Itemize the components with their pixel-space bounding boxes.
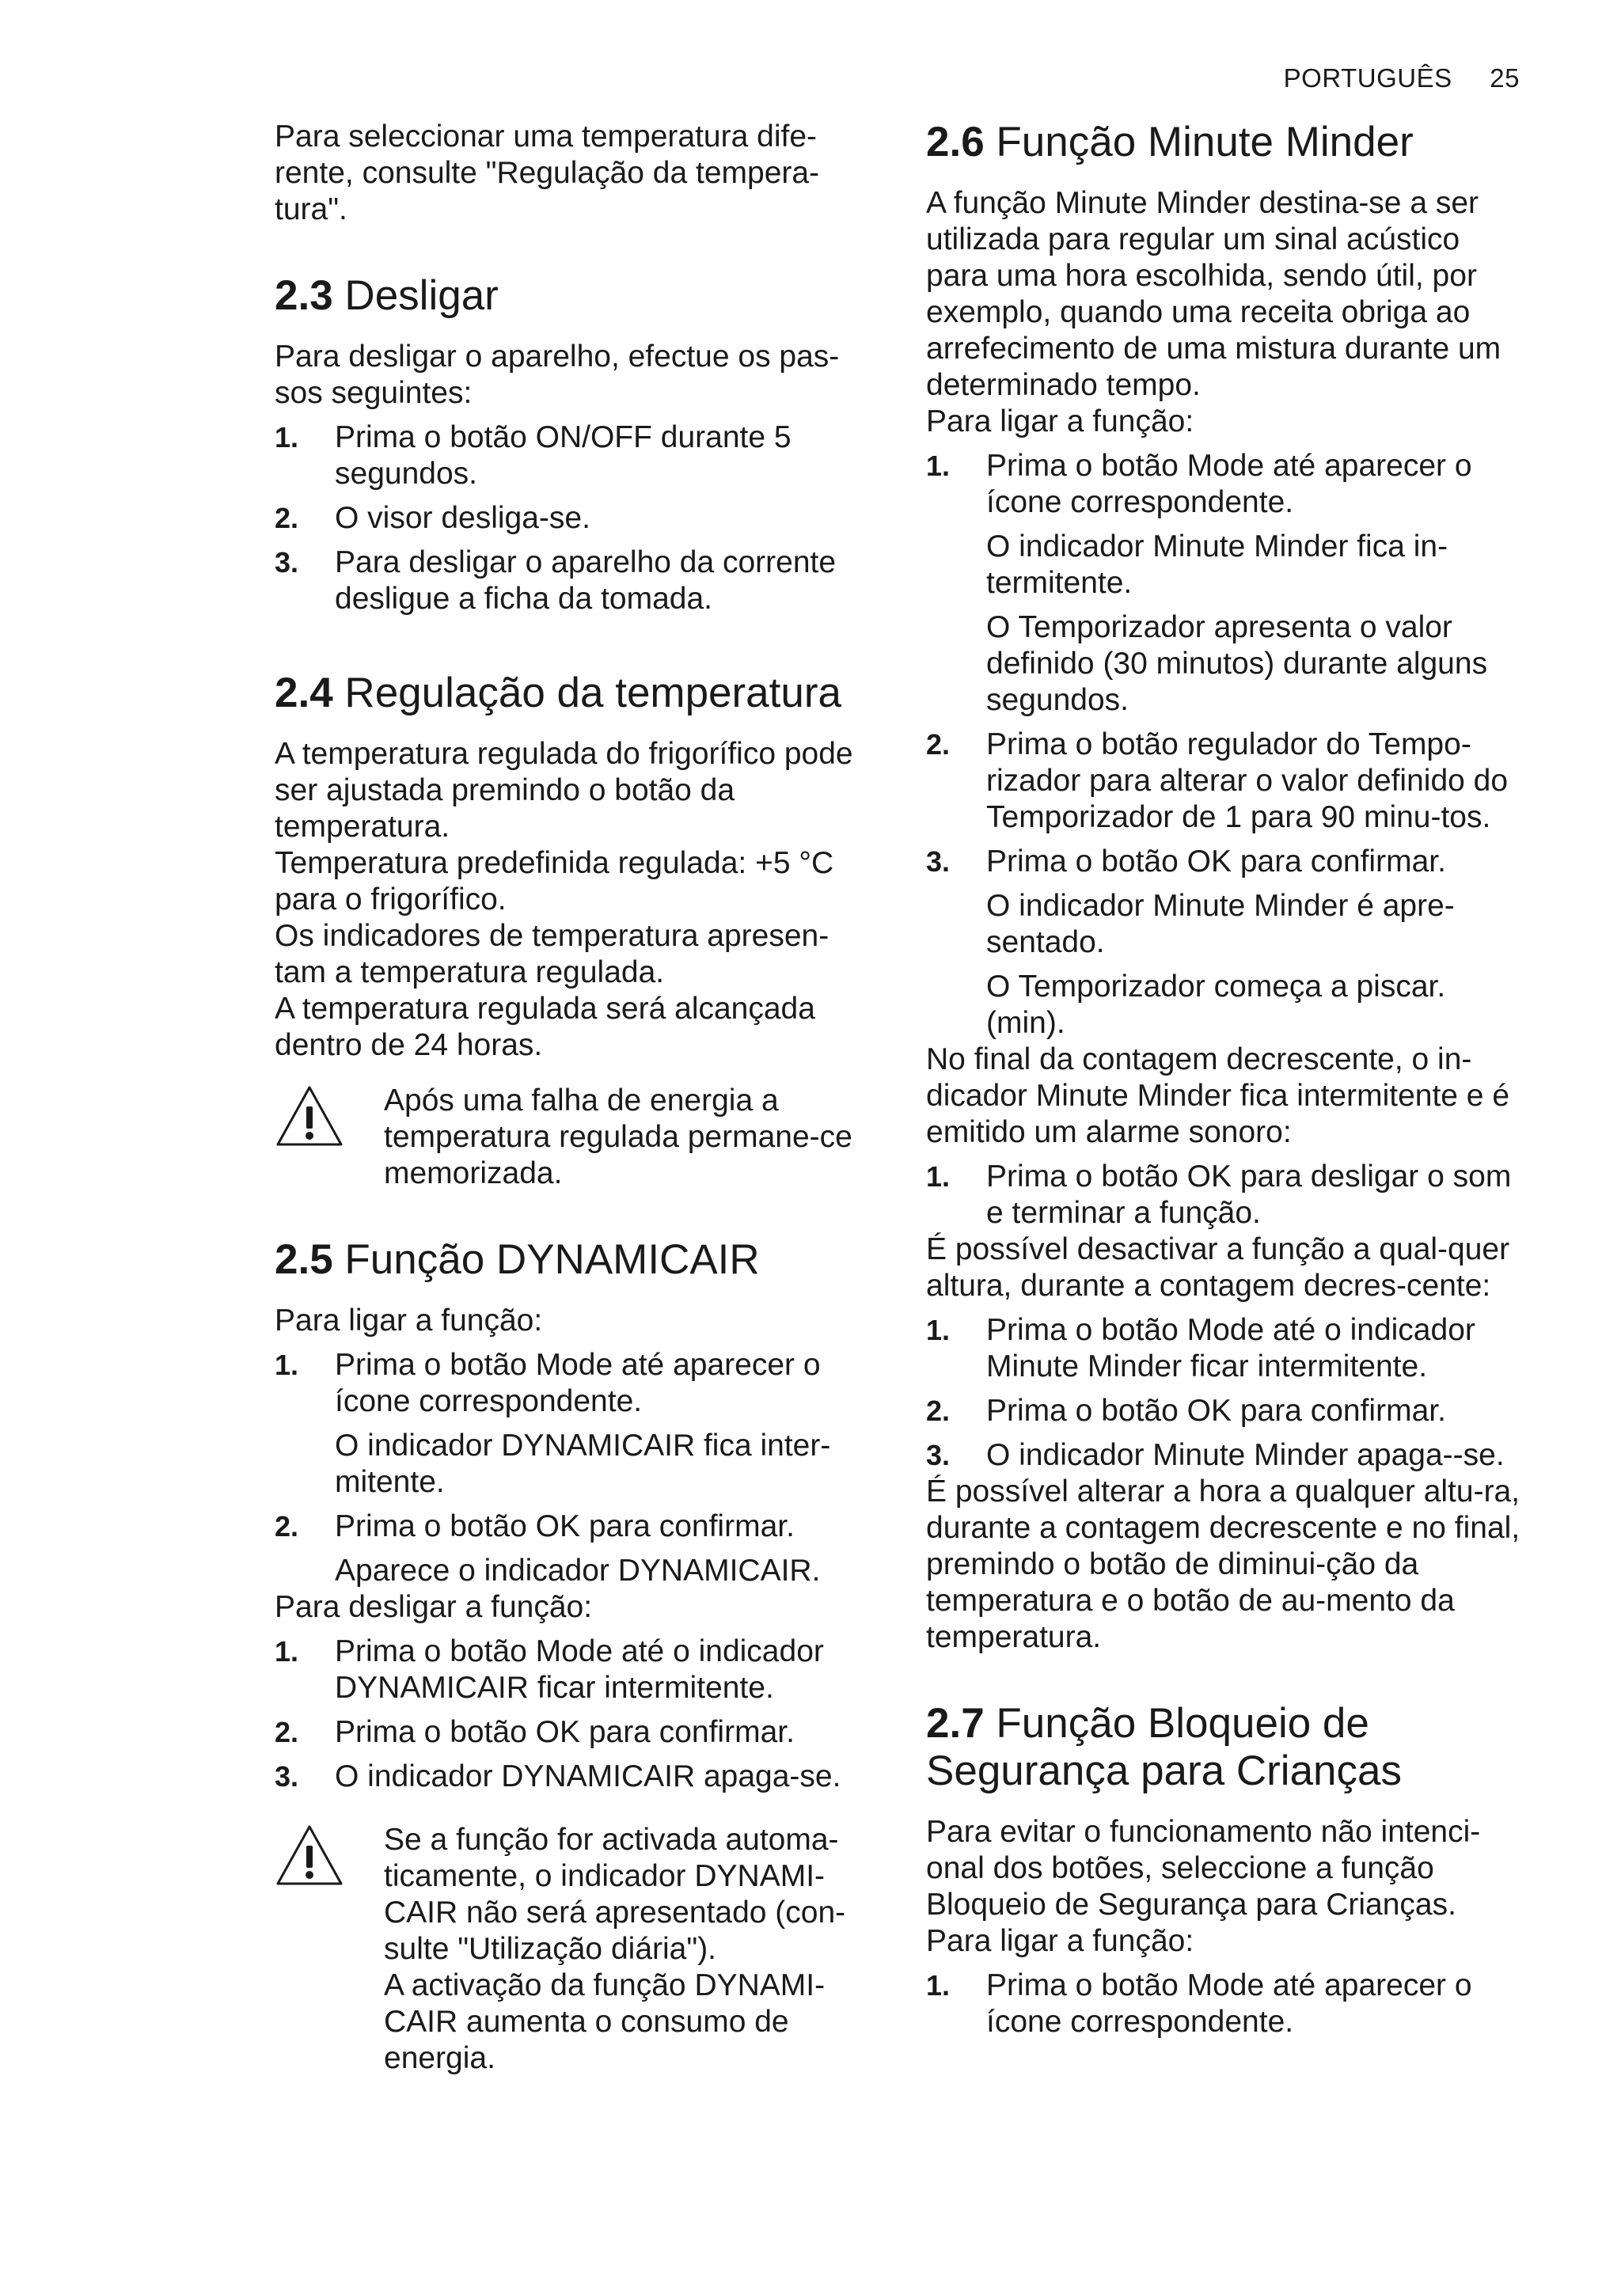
step-text: Prima o botão OK para confirmar. (335, 1509, 795, 1543)
step-number: 1. (275, 1635, 299, 1668)
page-header (1284, 63, 1520, 93)
step-number: 3. (926, 1439, 951, 1471)
step-text: Prima o botão Mode até o indicador Minute Minder ficar intermitente. (986, 1313, 1475, 1383)
step-number: 1. (926, 1969, 951, 2002)
list-item (275, 545, 876, 617)
step-number: 3. (275, 1760, 299, 1793)
step-text: O indicador Minute Minder apaga--se. (986, 1438, 1505, 1472)
list-item (926, 448, 1528, 521)
step-number: 2. (926, 728, 951, 761)
list-item (275, 419, 876, 492)
page-number: 25 (1490, 63, 1520, 93)
warning-note (275, 1083, 876, 1192)
step-text: Prima o botão Mode até aparecer o ícone correspondente. (335, 1348, 821, 1418)
step-text: Para desligar o aparelho da corrente desligue a ficha da tomada. (335, 545, 837, 616)
step-text: Prima o botão OK para confirmar. (986, 1394, 1446, 1428)
list-item (926, 844, 1528, 880)
step-text: O indicador DYNAMICAIR apaga-se. (335, 1759, 841, 1793)
step-number: 2. (926, 1395, 951, 1427)
list-item (926, 1393, 1528, 1429)
section-title: Função Bloqueio de (996, 1700, 1369, 1747)
step-text: Prima o botão Mode até aparecer o ícone correspondente. (986, 449, 1472, 519)
warning-note (275, 1822, 876, 2077)
steps-list (926, 448, 1528, 521)
paragraph: No final da contagem decrescente, o in-dicador Minute Minder fica intermitente e é emitido um alarme sonoro: (926, 1042, 1510, 1149)
step-number: 1. (926, 450, 951, 482)
steps-list (275, 419, 876, 617)
intro-paragraph: Para seleccionar uma temperatura dife-rente, consulte "Regulação da tempera-tura". (275, 120, 820, 226)
step-number: 1. (275, 1349, 299, 1381)
step-text: Prima o botão Mode até aparecer o ícone correspondente. (986, 1968, 1472, 2039)
section-title-line-2: Segurança para Crianças (926, 1748, 1403, 1794)
paragraph: A função Minute Minder destina-se a ser utilizada para regular um sinal acústico para uma hora escolhida, sendo útil, por exemplo, quando uma receita obriga ao arrefecimento de uma mistura durante um determinado tempo. (926, 186, 1501, 402)
list-item (275, 500, 876, 537)
list-item (275, 1714, 876, 1751)
section-number: 2.4 (275, 670, 333, 716)
section-title: Regulação da temperatura (344, 670, 841, 716)
steps-list (926, 1312, 1528, 1474)
list-item (275, 1759, 876, 1795)
step-detail: O indicador DYNAMICAIR fica inter-mitente. (335, 1429, 831, 1499)
steps-list (926, 1968, 1528, 2040)
left-column (275, 119, 876, 2077)
section-heading-2-4 (275, 670, 876, 717)
steps-list (275, 1509, 876, 1545)
step-number: 1. (275, 421, 299, 454)
section-intro: Para desligar o aparelho, efectue os pas-sos seguintes: (275, 340, 840, 410)
warning-text: Se a função for activada automa-ticamente, o indicador DYNAMI-CAIR não será apresentado (con-sulte "Utilização diária"). (384, 1823, 846, 1966)
warning-text: A activação da função DYNAMI-CAIR aumenta o consumo de energia. (384, 1968, 826, 2075)
list-item (926, 1968, 1528, 2040)
step-text: Prima o botão ON/OFF durante 5 segundos. (335, 420, 792, 491)
step-number: 3. (275, 546, 299, 579)
step-text: Prima o botão regulador do Tempo-rizador para alterar o valor definido do Temporizador de 1 para 90 minu-tos. (986, 727, 1509, 834)
paragraph: Temperatura predefinida regulada: +5 °C para o frigorífico. (275, 846, 834, 917)
step-detail: O Temporizador apresenta o valor definido (30 minutos) durante alguns segundos. (986, 610, 1488, 717)
step-text: Prima o botão Mode até o indicador DYNAMICAIR ficar intermitente. (335, 1634, 824, 1705)
step-detail: O Temporizador começa a piscar. (min). (986, 970, 1446, 1040)
section-heading-2-5 (275, 1236, 876, 1284)
step-number: 2. (275, 1510, 299, 1543)
section-number: 2.7 (926, 1700, 985, 1747)
section-title: Função DYNAMICAIR (344, 1236, 760, 1283)
paragraph: É possível desactivar a função a qual-quer altura, durante a contagem decres-cente: (926, 1232, 1510, 1303)
step-text: Prima o botão OK para desligar o som e terminar a função. (986, 1159, 1512, 1230)
step-detail: O indicador Minute Minder é apre-sentado. (986, 889, 1455, 959)
step-text: Prima o botão OK para confirmar. (986, 844, 1446, 879)
paragraph: É possível alterar a hora a qualquer altu-ra, durante a contagem decrescente e no final, premindo o botão de diminui-ção da temperatura e o botão de au-mento da temperatura. (926, 1474, 1520, 1654)
list-item (275, 1634, 876, 1706)
section-heading-2-3 (275, 272, 876, 320)
step-text: O visor desliga-se. (335, 501, 590, 535)
step-number: 2. (275, 1716, 299, 1748)
list-item (926, 1159, 1528, 1231)
section-title: Função Minute Minder (996, 119, 1414, 165)
warning-text: Após uma falha de energia a temperatura regulada permane-ce memorizada. (384, 1083, 852, 1190)
list-item (926, 1437, 1528, 1474)
paragraph: Para ligar a função: (275, 1304, 543, 1338)
warning-icon (275, 1824, 344, 1887)
language-label: PORTUGUÊS (1283, 63, 1452, 93)
section-heading-2-7 (926, 1700, 1528, 1795)
steps-list (926, 1159, 1528, 1231)
paragraph: Para evitar o funcionamento não intenci-onal dos botões, seleccione a função Bloqueio de Segurança para Crianças. (926, 1815, 1481, 1922)
section-number: 2.6 (926, 119, 985, 165)
paragraph: A temperatura regulada será alcançada dentro de 24 horas. (275, 992, 815, 1062)
step-detail: Aparece o indicador DYNAMICAIR. (335, 1554, 821, 1588)
step-detail: O indicador Minute Minder fica in-termitente. (986, 529, 1448, 600)
paragraph: Para ligar a função: (926, 404, 1194, 438)
section-title: Desligar (344, 272, 499, 319)
list-item (926, 727, 1528, 836)
paragraph: Os indicadores de temperatura apresen-tam a temperatura regulada. (275, 919, 829, 989)
step-number: 3. (926, 845, 951, 878)
steps-list (275, 1634, 876, 1795)
list-item (275, 1347, 876, 1420)
steps-list (926, 727, 1528, 880)
section-number: 2.5 (275, 1236, 333, 1283)
right-column (926, 119, 1528, 2048)
paragraph: A temperatura regulada do frigorífico pode ser ajustada premindo o botão da temperatura. (275, 737, 853, 844)
paragraph: Para desligar a função: (275, 1590, 593, 1624)
steps-list (275, 1347, 876, 1420)
step-number: 2. (275, 502, 299, 534)
step-number: 1. (926, 1160, 951, 1193)
paragraph: Para ligar a função: (926, 1924, 1194, 1958)
list-item (275, 1509, 876, 1545)
section-number: 2.3 (275, 272, 333, 319)
list-item (926, 1312, 1528, 1385)
warning-icon (275, 1084, 344, 1148)
section-heading-2-6 (926, 119, 1528, 166)
step-text: Prima o botão OK para confirmar. (335, 1715, 795, 1749)
step-number: 1. (926, 1314, 951, 1346)
